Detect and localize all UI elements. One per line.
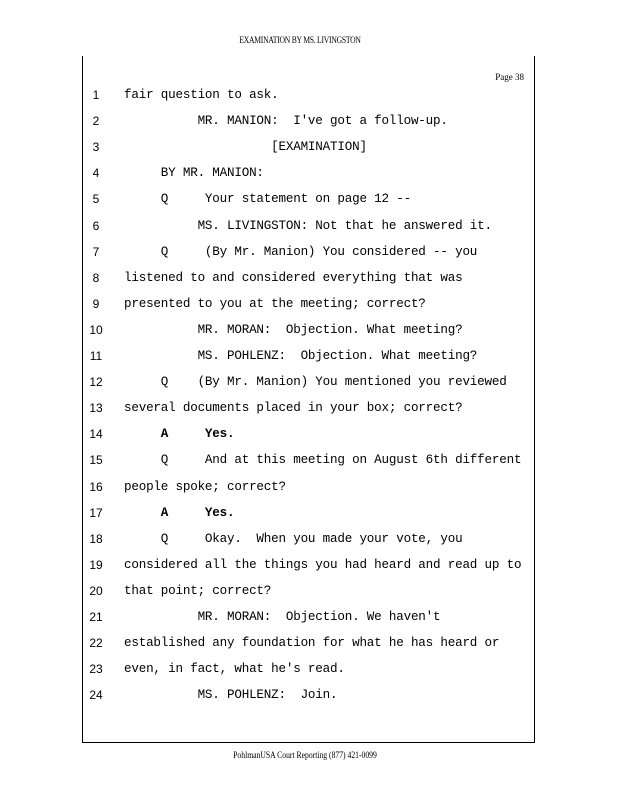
line-text: several documents placed in your box; correct?: [124, 401, 463, 416]
line-text: fair question to ask.: [124, 88, 279, 102]
line-number: 22: [89, 636, 103, 651]
transcript-line: [0, 503, 618, 523]
line-text: considered all the things you had heard and read up to: [124, 557, 522, 572]
transcript-line: [0, 450, 618, 470]
transcript-line: [0, 111, 618, 131]
line-number: 7: [92, 244, 100, 259]
running-footer: PohlmanUSA Court Reporting (877) 421-0099: [233, 750, 377, 760]
line-number: 18: [89, 531, 103, 546]
line-number: 17: [89, 505, 103, 520]
line-number: 14: [89, 427, 103, 442]
transcript-line: [0, 607, 618, 627]
line-number: 20: [89, 583, 103, 598]
line-text: A Yes.: [124, 505, 235, 520]
transcript-line: [0, 294, 618, 314]
transcript-line: [0, 242, 618, 262]
line-number: 1: [92, 88, 100, 102]
line-text: established any foundation for what he has heard or: [124, 636, 500, 651]
transcript-line: [0, 424, 618, 444]
line-number: 8: [92, 270, 100, 285]
line-number: 24: [89, 688, 103, 703]
line-text: Q Okay. When you made your vote, you: [124, 531, 463, 546]
running-header: EXAMINATION BY MS. LIVINGSTON: [239, 35, 361, 45]
transcript-line: [0, 163, 618, 183]
line-text: presented to you at the meeting; correct?: [124, 296, 426, 311]
transcript-line: [0, 320, 618, 340]
line-text: listened to and considered everything that was: [124, 270, 463, 285]
transcript-line: [0, 189, 618, 209]
line-text: that point; correct?: [124, 583, 272, 598]
line-number: 16: [89, 479, 103, 494]
line-text: people spoke; correct?: [124, 479, 286, 494]
line-number: 6: [92, 218, 100, 233]
transcript-line: [0, 372, 618, 392]
line-text: Q And at this meeting on August 6th different: [124, 453, 522, 468]
transcript-line: [0, 477, 618, 497]
transcript-line: [0, 346, 618, 366]
transcript-line: [0, 633, 618, 653]
line-text: [EXAMINATION]: [124, 140, 367, 155]
line-text: MS. POHLENZ: Join.: [124, 688, 338, 703]
transcript-line: [0, 85, 618, 105]
page-number: Page 38: [495, 72, 524, 82]
transcript-line: [0, 659, 618, 679]
line-number: 9: [92, 296, 100, 311]
line-text: MS. LIVINGSTON: Not that he answered it.: [124, 218, 492, 233]
line-text: MR. MANION: I've got a follow-up.: [124, 114, 448, 129]
transcript-line: [0, 268, 618, 288]
transcript-line: [0, 216, 618, 236]
line-number: 15: [89, 453, 103, 468]
line-text: BY MR. MANION:: [124, 166, 264, 181]
transcript-line: [0, 685, 618, 705]
line-number: 2: [92, 114, 100, 129]
line-text: Q (By Mr. Manion) You considered -- you: [124, 244, 478, 259]
line-number: 11: [89, 349, 103, 363]
line-number: 13: [89, 401, 103, 416]
transcript-line: [0, 398, 618, 418]
line-text: MR. MORAN: Objection. What meeting?: [124, 322, 463, 337]
line-number: 3: [92, 140, 100, 155]
line-text: A Yes.: [124, 427, 235, 442]
transcript-line: [0, 137, 618, 157]
line-text: even, in fact, what he's read.: [124, 662, 345, 677]
line-number: 4: [92, 166, 100, 181]
line-number: 19: [89, 557, 103, 572]
line-text: MS. POHLENZ: Objection. What meeting?: [124, 349, 478, 363]
line-text: MR. MORAN: Objection. We haven't: [124, 610, 441, 624]
line-number: 21: [89, 610, 103, 624]
transcript-line: [0, 529, 618, 549]
line-number: 12: [89, 375, 103, 390]
line-text: Q (By Mr. Manion) You mentioned you reviewed: [124, 375, 507, 390]
line-number: 5: [92, 192, 100, 207]
transcript-line: [0, 581, 618, 601]
transcript-line: [0, 555, 618, 575]
line-number: 23: [89, 662, 103, 677]
line-number: 10: [89, 322, 103, 337]
line-text: Q Your statement on page 12 --: [124, 192, 411, 207]
